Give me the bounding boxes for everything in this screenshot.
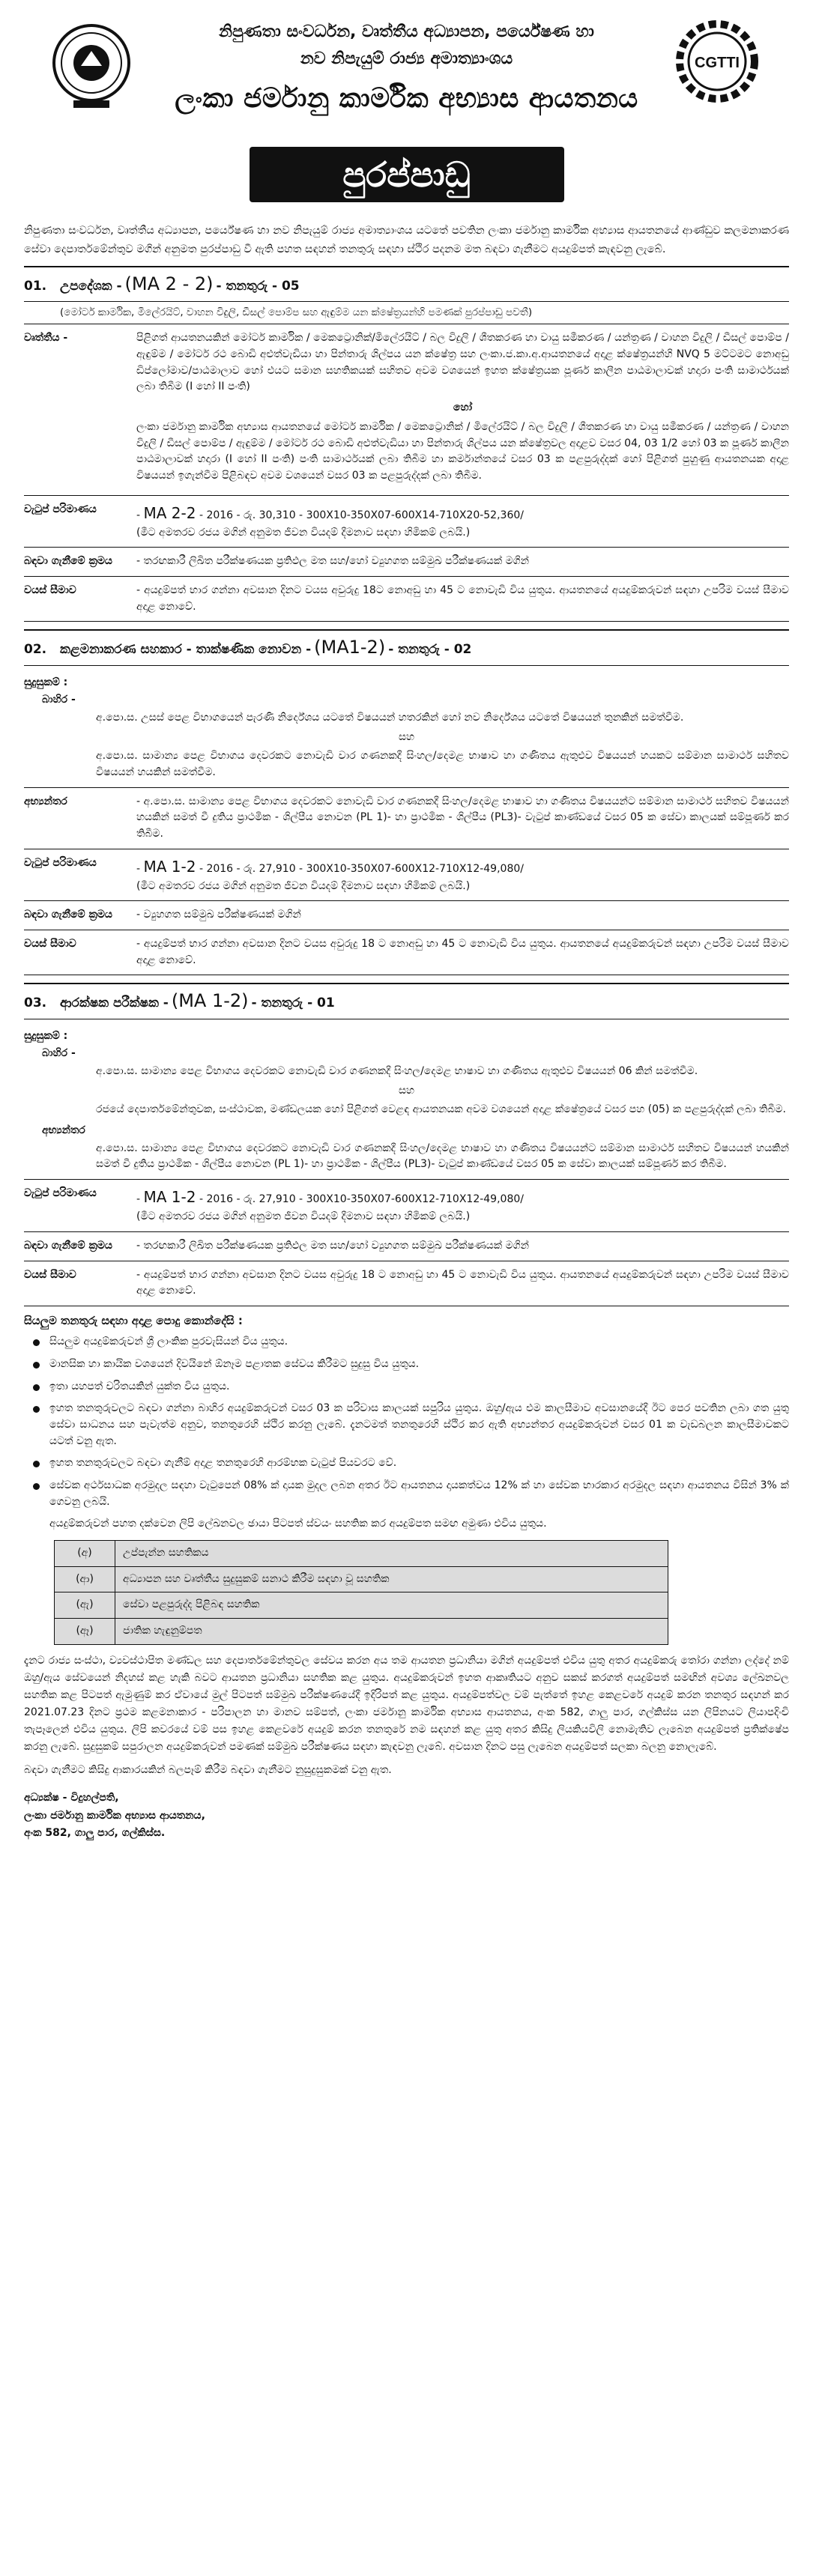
list-item: ඉහත තනතුරුවලට බඳවා ගන්නා බාහිර අයදුම්කරුවන් වසර 03 ක පරිවාස කාලයක් සපුරිය යුතුය. ඔහු/ඇය එම කාලසීමාව අවසානයේදී ඊට පෙර පවතින ලබා ගත යුතු සේවා සාධනය සහ පැවැත්ම අනුව, තනතුරෙහි ස්ථිර කරනු ලැබේ. දැනටමත් තනතුරෙහි ස්ථිර කර ඇති අභ්‍යන්තර අයදුම්කරුවන් වසර 01 ක වැඩබලන කාලසීමාවකට යටත් වනු ඇත. bbox=[24, 1401, 789, 1449]
doc-text: සේවා පළපුරුද්ද පිළිබඳ සහතික bbox=[115, 1592, 668, 1619]
doc-text: උප්පැන්න සහතිකය bbox=[115, 1541, 668, 1567]
qualification-text: පිළිගත් ආයතනයකින් මෝටර් කාර්මික / මෙකට්‍රොනික්/මිලේරයිට් / බල විදුලි / ශීතකරණ හා වායු සමීකරණ / යන්ත්‍රණ / වාහන විදුලි / ඩීසල් පොම්ප / ඇඳුම්ම / මෝටර් රථ බොඩි අළුත්වැඩියා හා පින්තාරු ශිල්පය යන ක්ෂේත්‍ර සහ ලංකා.ජ.කා.අ.ආයතනයේ අදාළ ක්ෂේත්‍රයන්හි NVQ 5 මට්ටමට නොඅඩු ඩිප්ලෝමාව/පාඨමාලාව හෝ එයට සමාන සහතිකයක් සහිතව අවම වශයෙන් ඉහත ක්ෂේත්‍රයක පූර්ණ කාලීන පාඨමාලාවක් හදාරා පංති සාමාර්ථයක් ලබා තිබීම (I හෝ II පංති) bbox=[136, 332, 789, 393]
row-label: වැටුප් පරිමාණය bbox=[24, 503, 97, 515]
qualifications-block bbox=[24, 1019, 789, 1181]
qualifications-label: සුදුසුකම් : bbox=[24, 676, 68, 688]
table-row bbox=[55, 1619, 668, 1645]
vacancy-heading bbox=[24, 629, 789, 665]
internal-label: අභ්‍යන්තර bbox=[42, 1124, 85, 1137]
age-text: - අයදුම්පත් භාර ගන්නා අවසාන දිනට වයස අවුරුදු 18 ට නොඅඩු හා 45 ට නොවැඩි විය යුතුය. ආයතනයේ අයදුම්කරුවන් සඳහා උපරිම වයස් සීමාව අදාළ නොවේ. bbox=[136, 938, 789, 966]
age-limit-row bbox=[24, 577, 789, 622]
vacancy-count: - තනතුරු - 02 bbox=[388, 642, 472, 658]
recruitment-method-row bbox=[24, 901, 789, 930]
doc-key: (ආ) bbox=[55, 1566, 115, 1592]
cgtti-gear-logo-icon bbox=[672, 16, 762, 112]
qualifications-row bbox=[24, 324, 789, 495]
and-separator: සහ bbox=[398, 1084, 415, 1097]
disqualification-note: බඳවා ගැනීමට කිසිදු ආකාරයකින් බලපෑම් කිරීම බඳවා ගැනීමට නුසුදුසුකමක් වනු ඇත. bbox=[24, 1764, 392, 1777]
row-label: බඳවා ගැනීමේ ක්‍රමය bbox=[24, 555, 112, 568]
list-item: මානසික හා කායික වශයෙන් දිවයිනේ ඕනෑම පළාතක සේවය කිරීමට සුදුසු විය යුතුය. bbox=[24, 1357, 789, 1373]
vacancy-03 bbox=[24, 983, 789, 1306]
list-item: සියලුම අයදුම්කරුවන් ශ්‍රී ලාංකික පුරවැසියන් විය යුතුය. bbox=[24, 1334, 789, 1351]
vacancy-count: - තනතුරු - 05 bbox=[216, 279, 300, 294]
row-label: වැටුප් පරිමාණය bbox=[24, 1187, 97, 1200]
vacancy-title: කළමනාකරණ සහකාර - තාක්ෂණික නොවන - bbox=[60, 642, 312, 658]
signature-block bbox=[24, 1789, 789, 1841]
vacancy-number: 03. bbox=[24, 995, 47, 1011]
table-row bbox=[55, 1592, 668, 1619]
age-text: - අයදුම්පත් භාර ගන්නා අවසාන දිනට වයස අවුරුදු 18ට නොඅඩු හා 45 ට නොවැඩි විය යුතුය. ආයතනයේ අයදුම්කරුවන් සඳහා උපරිම වයස් සීමාව අදාළ නොවේ. bbox=[136, 584, 789, 613]
qualification-text: අ.පො.ස. සාමාන්‍ය පෙළ විභාගය දෙවරකට නොවැඩි වාර ගණනකදී සිංහල/දෙමළ භාෂාව හා ගණිතය ඇතුළුව විෂයයන් 06 කින් සමත්වීම. bbox=[96, 1065, 698, 1078]
doc-text: ජාතික හැඳුනුම්පත bbox=[115, 1619, 668, 1645]
vacancy-title: උපදේශක - bbox=[60, 279, 122, 294]
notice-title: පුරප්පාඩු bbox=[250, 147, 564, 202]
row-label: වැටුප් පරිමාණය bbox=[24, 856, 97, 869]
institute-name: ලංකා ජර්මානු කාර්මික අභ්‍යාස ආයතනය bbox=[175, 83, 638, 114]
recruitment-method-row bbox=[24, 1232, 789, 1261]
salary-note: (මීට අමතරව රජය මගින් අනුමත ජීවන වියදම් දීමනාව සඳහා හිමිකම් ලබයි.) bbox=[136, 879, 471, 892]
ministry-name-line2: නව නිපැයුම් රාජ්‍ය අමාත්‍යාංශය bbox=[300, 49, 513, 68]
row-label: වයස් සීමාව bbox=[24, 1268, 76, 1281]
qualification-text: රජයේ දෙපාර්තමේන්තුවක, සංස්ථාවක, මණ්ඩලයක හෝ පිළිගත් වෙළඳ ආයතනයක අවම වශයෙන් අදාළ ක්ෂේත්‍රයේ වසර පහ (05) ක පළපුරුද්දක් ලබා තිබීම. bbox=[96, 1103, 786, 1116]
signatory-institute: ලංකා ජර්මානු කාර්මික අභ්‍යාස ආයතනය, bbox=[24, 1809, 205, 1822]
salary-scale: - 2016 - රු. 27,910 - 300X10-350X07-600X12-710X12-49,080/ bbox=[199, 862, 524, 875]
or-separator: හෝ bbox=[453, 401, 473, 414]
list-item: සේවක අර්ථසාධක අරමුදල සඳහා වැටුපෙන් 08% ක් දායක මුදල ලබන අතර ඊට ආයතනය දායකත්වය 12% ක් හා සේවක භාරකාර අරමුදල සඳහා ආයතනය විසින් 3% ක් ගෙවනු ලබයි. bbox=[24, 1478, 789, 1510]
vacancy-02 bbox=[24, 629, 789, 975]
doc-text: අධ්‍යාපන සහ වෘත්තීය සුදුසුකම් සනාථ කිරීම සඳහා වූ සහතික bbox=[115, 1566, 668, 1592]
age-text: - අයදුම්පත් භාර ගන්නා අවසාන දිනට වයස අවුරුදු 18 ට නොඅඩු හා 45 ට නොවැඩි විය යුතුය. ආයතනයේ අයදුම්කරුවන් සඳහා උපරිම වයස් සීමාව අදාළ නොවේ. bbox=[136, 1268, 789, 1297]
row-label: වයස් සීමාව bbox=[24, 938, 76, 951]
salary-scale: - 2016 - රු. 27,910 - 300X10-350X07-600X12-710X12-49,080/ bbox=[199, 1193, 524, 1206]
notice-header bbox=[24, 0, 789, 142]
ministry-name-line1: නිපුණතා සංවර්ධන, වෘත්තීය අධ්‍යාපන, පර්යේෂණ හා bbox=[219, 22, 594, 41]
general-conditions-heading: සියලුම තනතුරු සඳහා අදාළ පොදු කොන්දේසි : bbox=[24, 1313, 243, 1327]
salary-row: වැටුප් පරිමාණය - MA 1-2 - 2016 - රු. 27,910 - 300X10-350X07-600X12-710X12-49,080/ (මීට අමතරව රජය මගින් අනුමත ජීවන වියදම් දීමනාව සඳහා හිමිකම් ලබයි.) bbox=[24, 849, 789, 902]
row-label: වයස් සීමාව bbox=[24, 584, 76, 596]
salary-row: වැටුප් පරිමාණය - MA 1-2 - 2016 - රු. 27,910 - 300X10-350X07-600X12-710X12-49,080/ (මීට අමතරව රජය මගින් අනුමත ජීවන වියදම් දීමනාව සඳහා හිමිකම් ලබයි.) bbox=[24, 1180, 789, 1232]
internal-qualifications-row bbox=[24, 788, 789, 849]
list-item: ඉහත තනතුරුවලට බඳවා ගැනීම් අදාළ තනතුරෙහි ආරම්භක වැටුප් පියවරට වේ. bbox=[24, 1455, 789, 1472]
salary-note: (මීට අමතරව රජය මගින් අනුමත ජීවන වියදම් දීමනාව සඳහා හිමිකම් ලබයි.) bbox=[136, 526, 471, 539]
qualification-text: අ.පො.ස. උසස් පෙළ විභාගයෙන් පැරණි නිර්දේශය යටතේ විෂයයන් හතරකින් හෝ නව නිර්දේශය යටතේ විෂයයන් තුනකින් සමත්වීම. bbox=[96, 711, 684, 724]
internal-text: අ.පො.ස. සාමාන්‍ය පෙළ විභාගය දෙවරකට නොවැඩි වාර ගණනකදී සිංහල/දෙමළ භාෂාව හා ගණිතය විෂයයන්ට සම්මාන සාමාර්ථ සහිතව විෂයයන් හයකින් සමත් වී දුතිය ප්‍රාථමික - ශිල්පීය නොවන (PL 1)- හා ප්‍රාථමික - ශිල්පීය (PL3)- වැටුප් කාණ්ඩයේ වසර 05 ක සේවා කාලයක් සම්පූර්ණ කර තිබීම. bbox=[96, 1142, 789, 1171]
vacancy-heading bbox=[24, 266, 789, 302]
internal-text: - අ.පො.ස. සාමාන්‍ය පෙළ විභාගය දෙවරකට නොවැඩි වාර ගණනකදී සිංහල/දෙමළ භාෂාව හා ගණිතය විෂයයන්ට සම්මාන සාමාර්ථ සහිතව විෂයයන් හයකින් සමත් වී දුතිය ප්‍රාථමික - ශිල්පීය නොවන (PL 1)- හා ප්‍රාථමික - ශිල්පීය (PL3)- වැටුප් කාණ්ඩයේ වසර 05 ක සේවා කාලයක් සම්පූර්ණ කර තිබීම. bbox=[136, 795, 789, 840]
external-label: බාහිර - bbox=[42, 694, 76, 706]
row-label: අභ්‍යන්තර bbox=[24, 795, 67, 807]
salary-row: වැටුප් පරිමාණය - MA 2-2 - 2016 - රු. 30,310 - 300X10-350X07-600X14-710X20-52,360/ (මීට අමතරව රජය මගින් අනුමත ජීවන වියදම් දීමනාව සඳහා හිමිකම් ලබයි.) bbox=[24, 496, 789, 548]
vacancy-grade: (MA 1-2) bbox=[171, 990, 249, 1012]
signatory-address: අංක 582, ගාලු පාර, ගල්කිස්ස. bbox=[24, 1826, 166, 1839]
vacancy-number: 01. bbox=[24, 279, 47, 294]
and-separator: සහ bbox=[398, 730, 415, 743]
table-row bbox=[55, 1541, 668, 1567]
signatory-title: අධ්‍යක්ෂ - විදුහල්පති, bbox=[24, 1792, 119, 1804]
vacancy-heading bbox=[24, 983, 789, 1019]
documents-intro: අයදුම්කරුවන් පහත දක්වෙන ලිපි ලේඛනවල ඡායා පිටපත් ස්වයං සහතික කර අයදුම්පත සමඟ අමුණා එවිය යුතුය. bbox=[49, 1518, 547, 1530]
salary-grade: MA 2-2 bbox=[143, 503, 196, 522]
logo-text: CGTTI bbox=[695, 55, 740, 71]
vacancy-title: ආරක්ෂක පරීක්ෂක - bbox=[60, 995, 169, 1011]
qualification-text: අ.පො.ස. සාමාන්‍ය පෙළ විභාගය දෙවරකට නොවැඩි වාර ගණනකදී සිංහල/දෙමළ භාෂාව හා ගණිතය ඇතුළුව විෂයයන් හයකට සම්මාන සාමාර්ථ සහිතව විෂයයන් හයකින් සමත්වීම. bbox=[96, 750, 789, 778]
vacancy-01 bbox=[24, 266, 789, 622]
doc-key: (ඈ) bbox=[55, 1619, 115, 1645]
external-label: බාහිර - bbox=[42, 1047, 76, 1060]
salary-scale: - 2016 - රු. 30,310 - 300X10-350X07-600X14-710X20-52,360/ bbox=[199, 509, 524, 521]
vacancy-count: - තනතුරු - 01 bbox=[251, 995, 335, 1011]
table-row bbox=[55, 1566, 668, 1592]
salary-grade: MA 1-2 bbox=[143, 1188, 196, 1207]
salary-grade: MA 1-2 bbox=[143, 857, 196, 876]
vacancy-grade: (MA 2 - 2) bbox=[124, 273, 214, 295]
vacancy-number: 02. bbox=[24, 642, 47, 658]
method-text: - තරඟකාරී ලිඛිත පරීක්ෂණයක ප්‍රතිඵල මත සහ/හෝ ව්‍යුහගත සම්මුඛ පරීක්ෂණයක් මගින් bbox=[136, 555, 529, 568]
list-item: ඉතා යහපත් චරිතයකින් යුක්ත විය යුතුය. bbox=[24, 1379, 789, 1395]
conditions-list bbox=[24, 1334, 789, 1510]
vacancy-fields-note: (මෝටර් කාර්මික, මිලේරයිට්, වාහන විදුලි, ඩීසල් පොම්ප සහ ඇඳුම්ම යන ක්ෂේත්‍රයන්හි පමණක් පුරප්පාඩු පවතී) bbox=[24, 302, 789, 324]
vacancy-grade: (MA1-2) bbox=[314, 637, 386, 658]
doc-key: (ඇ) bbox=[55, 1592, 115, 1619]
method-text: - තරඟකාරී ලිඛිත පරීක්ෂණයක ප්‍රතිඵල මත සහ/හෝ ව්‍යුහගත සම්මුඛ පරීක්ෂණයක් මගින් bbox=[136, 1239, 529, 1252]
qualifications-block bbox=[24, 666, 789, 788]
documents-table bbox=[54, 1540, 668, 1645]
row-label: වෘත්තීය - bbox=[24, 332, 68, 345]
qualification-text: ලංකා ජර්මානු කාර්මික අභ්‍යාස ආයතනයේ මෝටර් කාර්මික / මෙකට්‍රොනික් / මිලේරයිට් / බල විදුලි / ශීතකරණ හා වායු සමීකරණ / යන්ත්‍රණ / වාහන විදුලි / ඩීසල් පොම්ප / ඇඳුම්ම / මෝටර් රථ බොඩි අළුත්වැඩියා හා පින්තාරු ශිල්පය යන ක්ෂේත්‍රවල අදාළව වසර 04, 03 1/2 හෝ 03 ක පූර්ණ කාලීන පාඨමාලාවක් හදාරා (I හෝ II පංති) පංති සාමාර්ථයක් ලබා තිබීම හා කර්මාන්තයේ වසර 03 ක පළපුරුද්දක් හෝ පිළිගත් පුහුණු ආයතනයක අදාළ විෂයයන් ඉගැන්වීම පිළිබඳව අවම වශයෙන් වසර 03 ක පළපුරුද්දක් ලබා තිබීම. bbox=[136, 420, 789, 482]
intro-paragraph: නිපුණතා සංවර්ධන, වෘත්තීය අධ්‍යාපන, පර්යේෂණ හා නව නිපැයුම් රාජ්‍ය අමාත්‍යාංශය යටතේ පවතින ලංකා ජර්මානු කාර්මික අභ්‍යාස ආයතනයේ ආණ්ඩුව කලමනාකරණ සේවා දෙපාර්තමේන්තුව මගින් අනුමත පුරප්පාඩු වී ඇති පහත සඳහන් තනතුරු සඳහා ස්ථිර පදනම මත බඳවා ගැනීමට අයදුම්පත් කැඳවනු ලැබේ. bbox=[24, 225, 789, 255]
doc-key: (අ) bbox=[55, 1541, 115, 1567]
age-limit-row bbox=[24, 1261, 789, 1306]
method-text: - ව්‍යුහගත සම්මුඛ පරීක්ෂණයක් මගින් bbox=[136, 909, 301, 921]
recruitment-method-row bbox=[24, 548, 789, 577]
application-instructions: දැනට රාජ්‍ය සංස්ථා, ව්‍යවස්ථාපිත මණ්ඩල සහ දෙපාර්තමේන්තුවල සේවය කරන අය තම ආයතන ප්‍රධානියා මගින් අයදුම්පත් එවිය යුතු අතර අයදුම්කරු තෝරා ගන්නා ලද්දේ නම් ඔහු/ඇය සේවයෙන් නිදහස් කළ හැකි බවට ආයතන ප්‍රධානියා සහතික කළ යුතුය. අයදුම්කරුවන් ඉහත ආකෘතියට අනුව සකස් කරගත් අයදුම්පත් සමඟින් අවශ්‍ය ලේඛනවල සහතික කළ පිටපත් ඇමුණුම් කර ඒවායේ මුල් පිටපත් සම්මුඛ පරීක්ෂණයේදී ඉදිරිපත් කළ යුතුය. අයදුම්පත්වල වම් පැත්තේ ඉහළ කෙළවරේ අයදුම් කරන තනතුර සඳහන් කර 2021.07.23 දිනට ප්‍රථම කළමනාකාර - පරිපාලන හා මානව සම්පත්, ලංකා ජර්මානු කාර්මික අභ්‍යාස ආයතනය, අංක 582, ගාලු පාර, ගල්කිස්ස යන ලිපිනයට ලියාපදිංචි තැපෑලෙන් එවිය යුතුය. ලිපි කවරයේ වම් පස ඉහළ කෙළවරේ අයදුම් කරන තනතුරේ නම සඳහන් කළ යුතු අතර කිසිදු ලියකියවිලි නොමැතිව ලැබෙන අයදුම්පත් ප්‍රතික්ෂේප කරනු ලැබේ. සුදුසුකම් සපුරාලන අයදුම්කරුවන් පමණක් සම්මුඛ පරීක්ෂණය සඳහා කැඳවනු ලැබේ. අවසාන දිනට පසු ලැබෙන අයදුම්පත් සලකා බලනු නොලැබේ. bbox=[24, 1654, 789, 1754]
age-limit-row bbox=[24, 930, 789, 975]
general-conditions bbox=[24, 1312, 789, 1842]
row-label: බඳවා ගැනීමේ ක්‍රමය bbox=[24, 1239, 112, 1252]
qualifications-label: සුදුසුකම් : bbox=[24, 1029, 68, 1042]
salary-note: (මීට අමතරව රජය මගින් අනුමත ජීවන වියදම් දීමනාව සඳහා හිමිකම් ලබයි.) bbox=[136, 1210, 471, 1223]
row-label: බඳවා ගැනීමේ ක්‍රමය bbox=[24, 909, 112, 921]
